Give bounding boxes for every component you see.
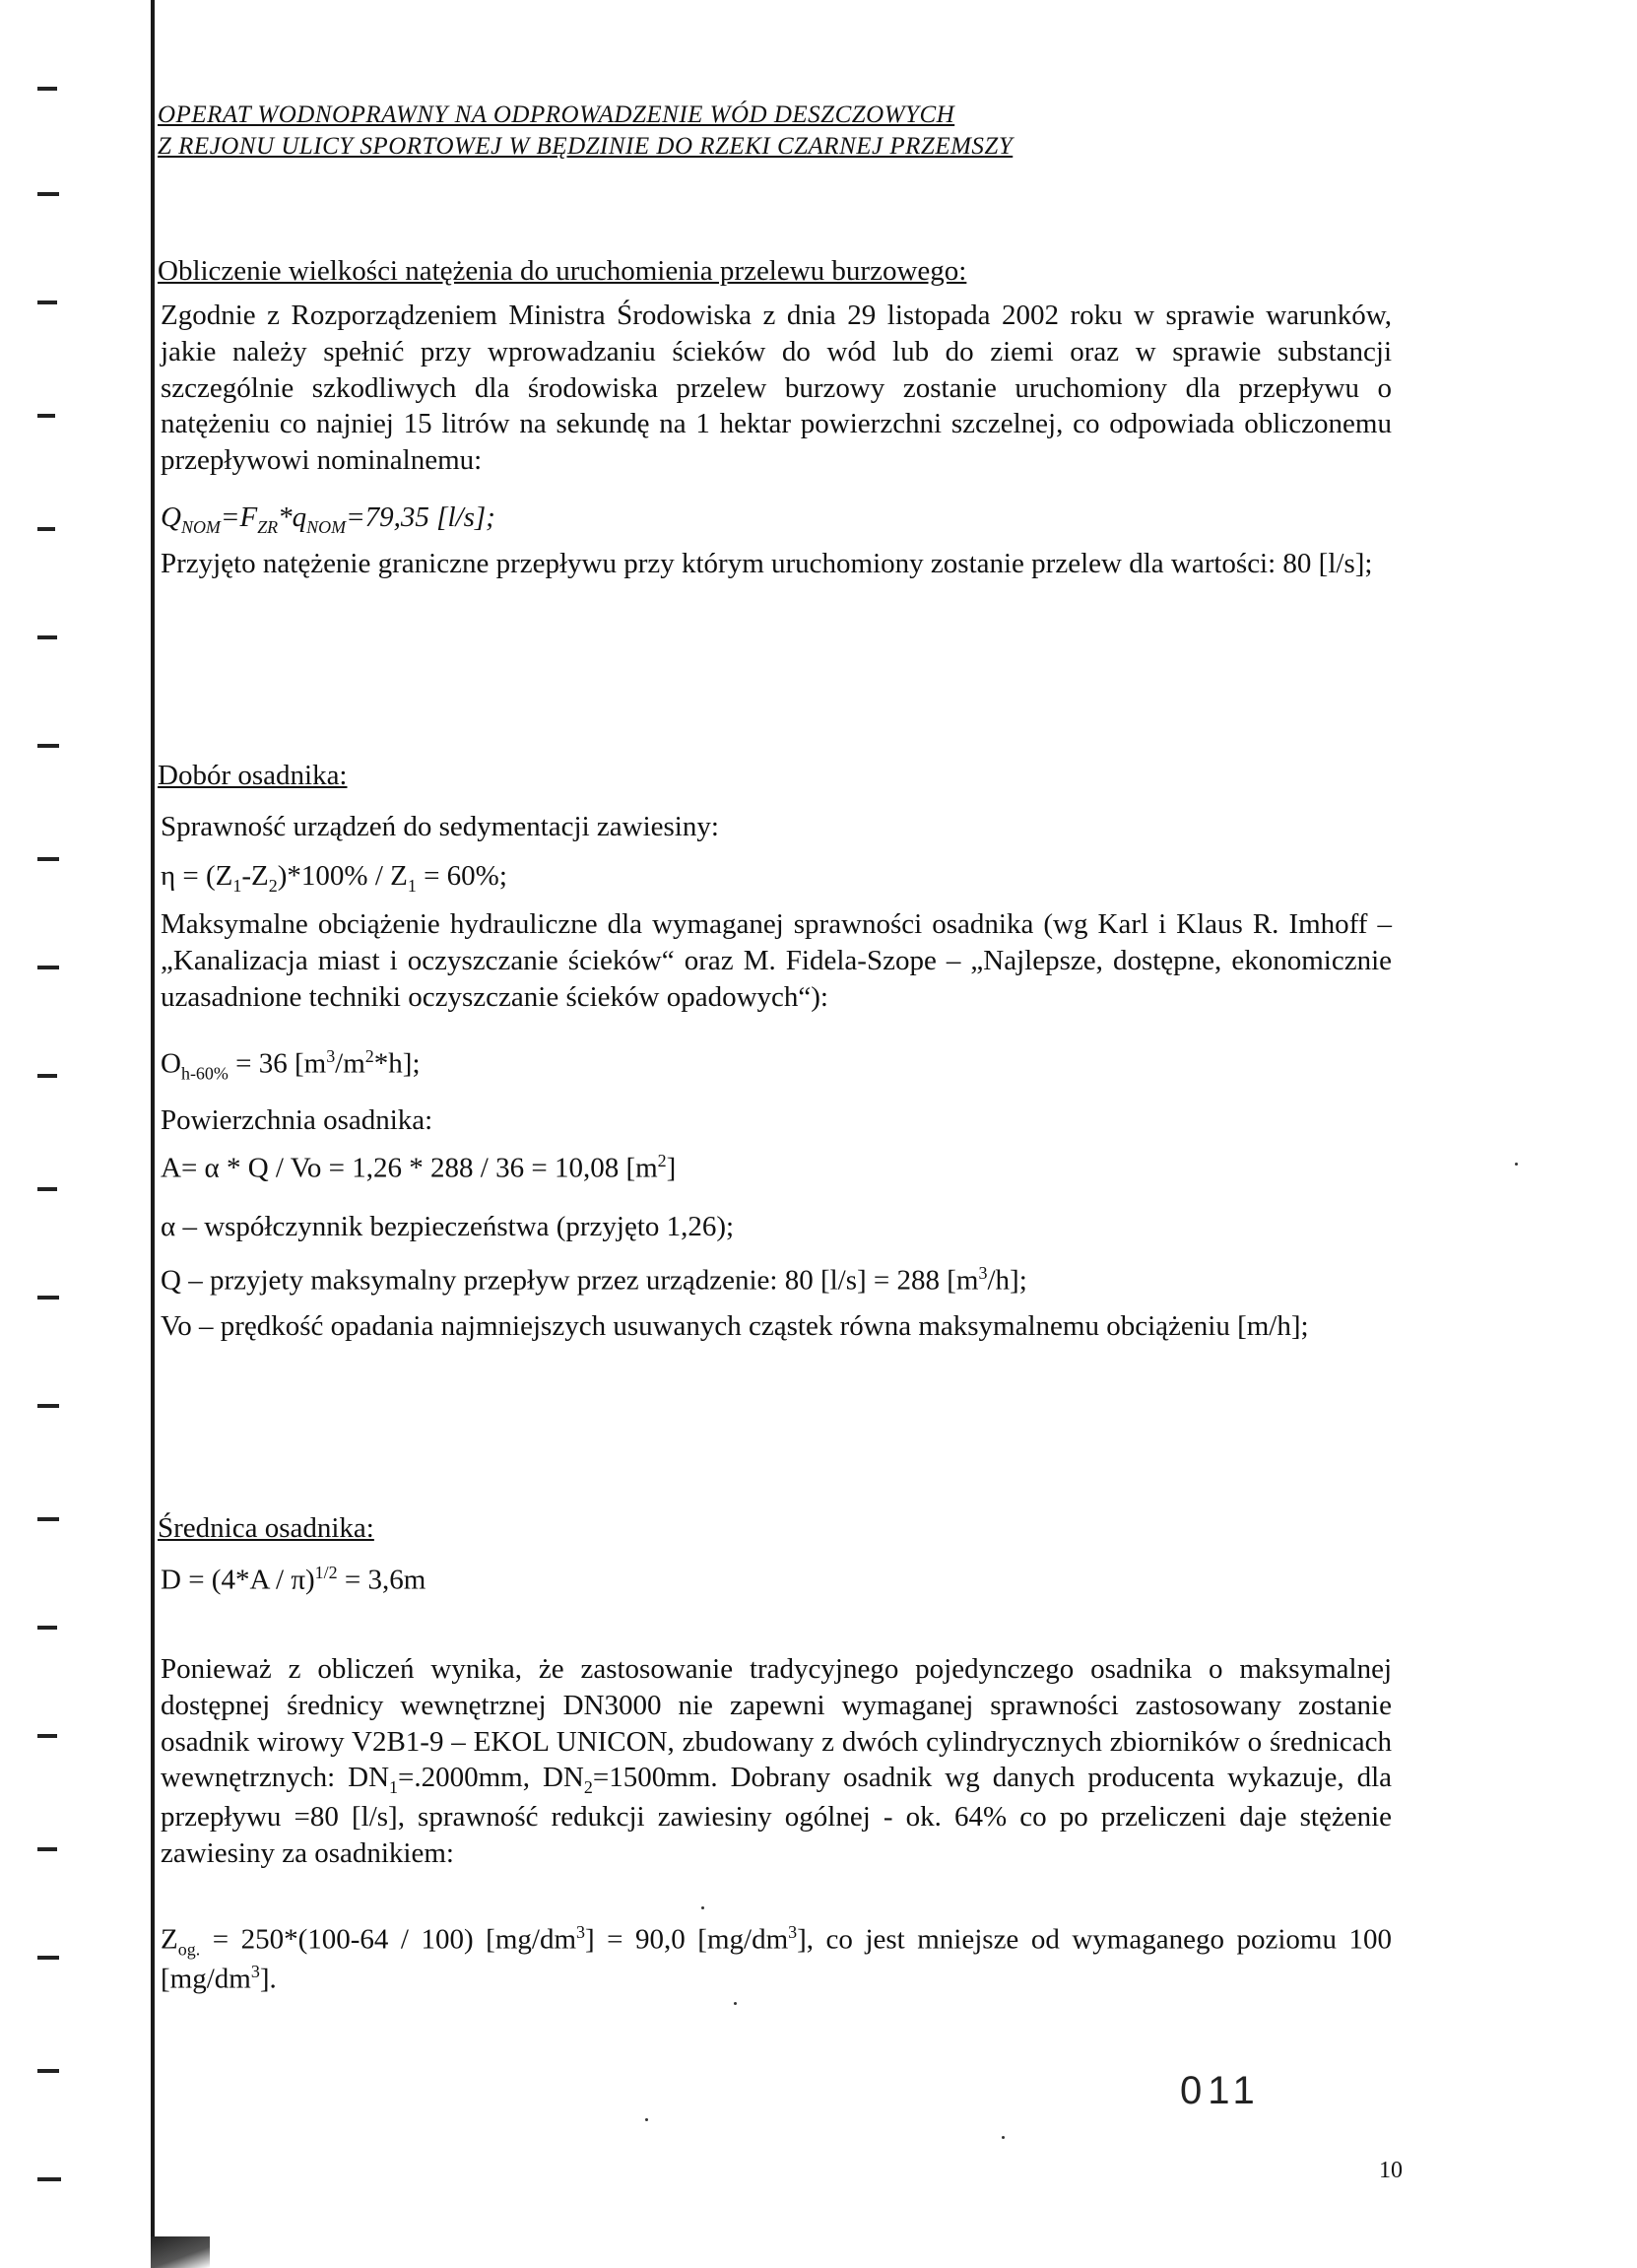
- page-number: 10: [1379, 2158, 1403, 2183]
- margin-tick: [37, 744, 59, 748]
- document-header-line-1: OPERAT WODNOPRAWNY NA ODPROWADZENIE WÓD DESZCZOWYCH: [158, 101, 955, 128]
- flow-definition: Q – przyjety maksymalny przepływ przez urządzenie: 80 [l/s] = 288 $[m^3/h]$;: [161, 1263, 1027, 1297]
- margin-tick: [37, 2177, 61, 2181]
- hydraulic-load-paragraph: Maksymalne obciążenie hydrauliczne dla wymaganej sprawności osadnika (wg Karl i Klaus R. Imhoff – „Kanalizacja miast i oczyszczanie ścieków“ oraz M. Fidela-Szope – „Najlepsze, dostępne, ekonomicznie uzasadnione techniki oczyszczanie ścieków opadowych“):: [161, 908, 1392, 1013]
- section-title-przelew: Obliczenie wielkości natężenia do uruchomienia przelewu burzowego:: [158, 255, 967, 287]
- area-label: Powierzchnia osadnika:: [161, 1104, 433, 1136]
- efficiency-label: Sprawność urządzeń do sedymentacji zawiesiny:: [161, 811, 719, 842]
- margin-tick: [37, 300, 57, 304]
- regulation-paragraph: Zgodnie z Rozporządzeniem Ministra Środowiska z dnia 29 listopada 2002 roku w sprawie warunków, jakie należy spełnić przy wprowadzaniu ścieków do wód lub do ziemi oraz w sprawie substancji szczególnie szkodliwych dla środowiska przelew burzowy zostanie uruchomiony dla przepływu o natężeniu co najniej 15 litrów na sekundę na 1 hektar powierzchni szczelnej, co odpowiada obliczonemu przepływowi nominalnemu:: [161, 300, 1392, 477]
- scan-speck: [701, 1906, 704, 1909]
- efficiency-formula: $\eta = (Z_1-Z_2)*100\% / Z_1 = 60\%$;: [161, 860, 507, 896]
- separator-selection-paragraph: Ponieważ z obliczeń wynika, że zastosowanie tradycyjnego pojedynczego osadnika o maksymalnej dostępnej średnicy wewnętrznej DN3000 nie zapewni wymaganej sprawności zastosowany zostanie osadnik wirowy V2B1-9 – EKOL UNICON, zbudowany z dwóch cylindrycznych zbiorników o średnicach wewnętrznych: $DN_1=.2000mm$, $DN_2=1500mm$. Dobrany osadnik wg danych producenta wykazuje, dla przepływu =80 [l/s], sprawność redukcji zawiesiny ogólnej - ok. 64% co po przeliczeni daje stężenie zawiesiny za osadnikiem:: [161, 1653, 1393, 1869]
- section-title-dobor: Dobór osadnika:: [158, 760, 348, 791]
- margin-tick: [37, 2069, 59, 2073]
- margin-tick: [37, 857, 59, 861]
- margin-tick: [37, 527, 55, 531]
- margin-tick: [37, 1517, 59, 1521]
- hydraulic-load-formula: $O_{h-60\%} = 36$ $[m^3/m^2*h]$;: [161, 1046, 421, 1084]
- suspended-solids-result: $Z_{og.} = 250*(100-64 / 100) [mg/dm^3] = 90,0$ $[mg/dm^3]$, co jest mniejsze od wymaganego poziomu 100 $[mg/dm^3]$.: [161, 1922, 1392, 1995]
- diameter-formula: D = (4*A / π)$^{1/2}$ = 3,6m: [161, 1563, 426, 1596]
- document-header-line-2: Z REJONU ULICY SPORTOWEJ W BĘDZINIE DO RZEKI CZARNEJ PRZEMSZY: [158, 133, 1014, 160]
- velocity-definition: Vo – prędkość opadania najmniejszych usuwanych cząstek równa maksymalnemu obciążeniu [m/h];: [161, 1310, 1309, 1342]
- margin-tick: [37, 1296, 59, 1300]
- margin-tick: [37, 1074, 57, 1078]
- margin-tick: [37, 1734, 57, 1738]
- margin-tick: [37, 966, 59, 969]
- scan-speck: [734, 2002, 737, 2005]
- scan-speck: [645, 2118, 648, 2121]
- margin-tick: [37, 1956, 59, 1960]
- section-title-srednica: Średnica osadnika:: [158, 1512, 374, 1544]
- margin-tick: [37, 1626, 57, 1630]
- binding-edge: [151, 0, 155, 2268]
- margin-tick: [37, 192, 59, 196]
- scan-speck: [1002, 2136, 1005, 2139]
- margin-tick: [37, 414, 55, 418]
- alpha-definition: α – współczynnik bezpieczeństwa (przyjęto 1,26);: [161, 1211, 735, 1242]
- margin-tick: [37, 1187, 57, 1191]
- margin-tick: [37, 87, 57, 91]
- nominal-flow-formula: $Q_{NOM}=F_{ZR}*q_{NOM}=79,35$ [l/s];: [161, 501, 495, 537]
- threshold-paragraph: Przyjęto natężenie graniczne przepływu przy którym uruchomiony zostanie przelew dla wartości: 80 [l/s];: [161, 548, 1373, 579]
- margin-tick: [37, 635, 57, 639]
- margin-tick: [37, 1847, 57, 1851]
- area-formula: A= α * Q / Vo = 1,26 * 288 / 36 = 10,08 $[m^2]$: [161, 1151, 677, 1184]
- scan-corner-mark: [151, 2236, 210, 2268]
- scan-speck: [1515, 1163, 1518, 1166]
- margin-tick: [37, 1404, 59, 1408]
- page-stamp-number: 011: [1180, 2069, 1261, 2112]
